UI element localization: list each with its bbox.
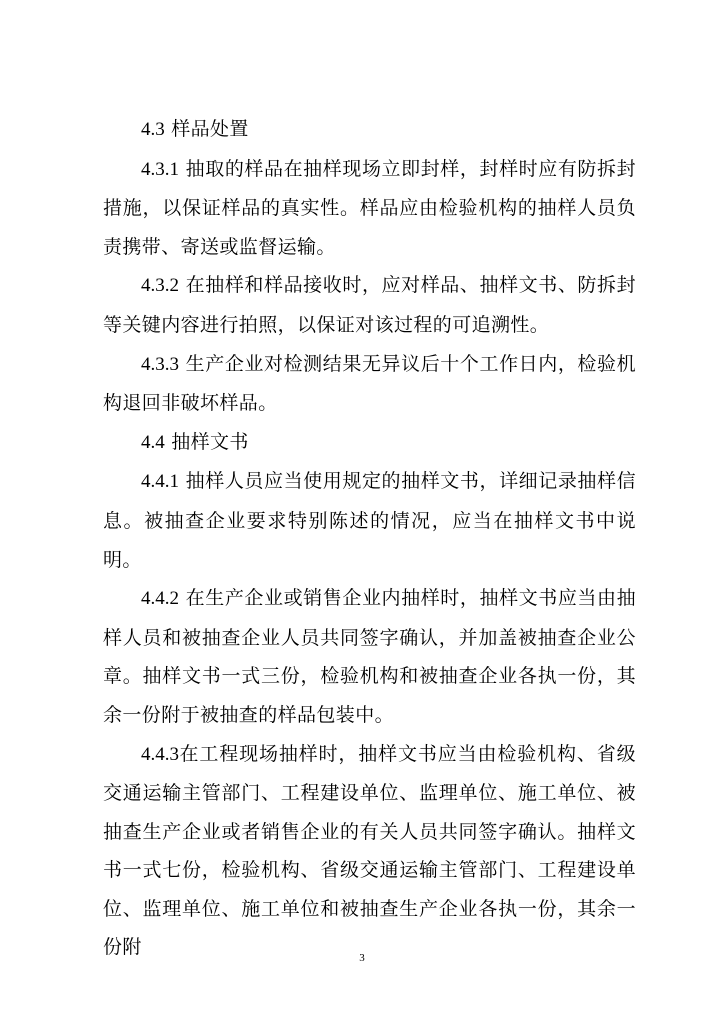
section-number: 4.4.2 [141, 588, 179, 610]
paragraph-text: 抽样人员应当使用规定的抽样文书，详细记录抽样信息。被抽查企业要求特别陈述的情况，应当在抽样文书中说明。 [103, 470, 636, 571]
paragraph-text: 在生产企业或销售企业内抽样时，抽样文书应当由抽样人员和被抽查企业人员共同签字确认，并加盖被抽查企业公章。抽样文书一式三份，检验机构和被抽查企业各执一份，其余一份附于被抽查的样品包装中。 [103, 587, 636, 726]
paragraph-text: 在工程现场抽样时，抽样文书应当由检验机构、省级交通运输主管部门、工程建设单位、监理单位、施工单位、被抽查生产企业或者销售企业的有关人员共同签字确认。抽样文书一式七份，检验机构、省级交通运输主管部门、工程建设单位、监理单位、施工单位和被抽查生产企业各执一份，其余一份附 [103, 742, 636, 959]
section-number: 4.4 [141, 431, 165, 453]
paragraph-4-3-2 [103, 266, 636, 344]
heading-4-4 [103, 423, 636, 463]
heading-text: 抽样文书 [171, 430, 249, 453]
section-number: 4.3.3 [141, 353, 179, 375]
section-number: 4.3.1 [141, 158, 179, 180]
document-body [103, 110, 636, 967]
paragraph-text: 生产企业对检测结果无异议后十个工作日内，检验机构退回非破坏样品。 [103, 352, 636, 415]
section-number: 4.3 [141, 119, 165, 140]
section-number: 4.4.1 [141, 471, 179, 493]
paragraph-4-3-1 [103, 150, 636, 267]
paragraph-text: 在抽样和样品接收时，应对样品、抽样文书、防拆封等关键内容进行拍照，以保证对该过程的可追溯性。 [103, 274, 636, 336]
paragraph-text: 抽取的样品在抽样现场立即封样，封样时应有防拆封措施，以保证样品的真实性。样品应由检验机构的抽样人员负责携带、寄送或监督运输。 [103, 157, 636, 258]
section-number: 4.3.2 [141, 275, 179, 297]
heading-4-3 [103, 110, 636, 150]
heading-text: 样品处置 [171, 118, 249, 140]
paragraph-4-4-1 [103, 462, 636, 579]
section-number: 4.4.3 [141, 743, 179, 765]
page-number: 3 [359, 952, 365, 964]
paragraph-4-4-3 [103, 735, 636, 968]
paragraph-4-3-3 [103, 345, 636, 423]
paragraph-4-4-2 [103, 579, 636, 734]
